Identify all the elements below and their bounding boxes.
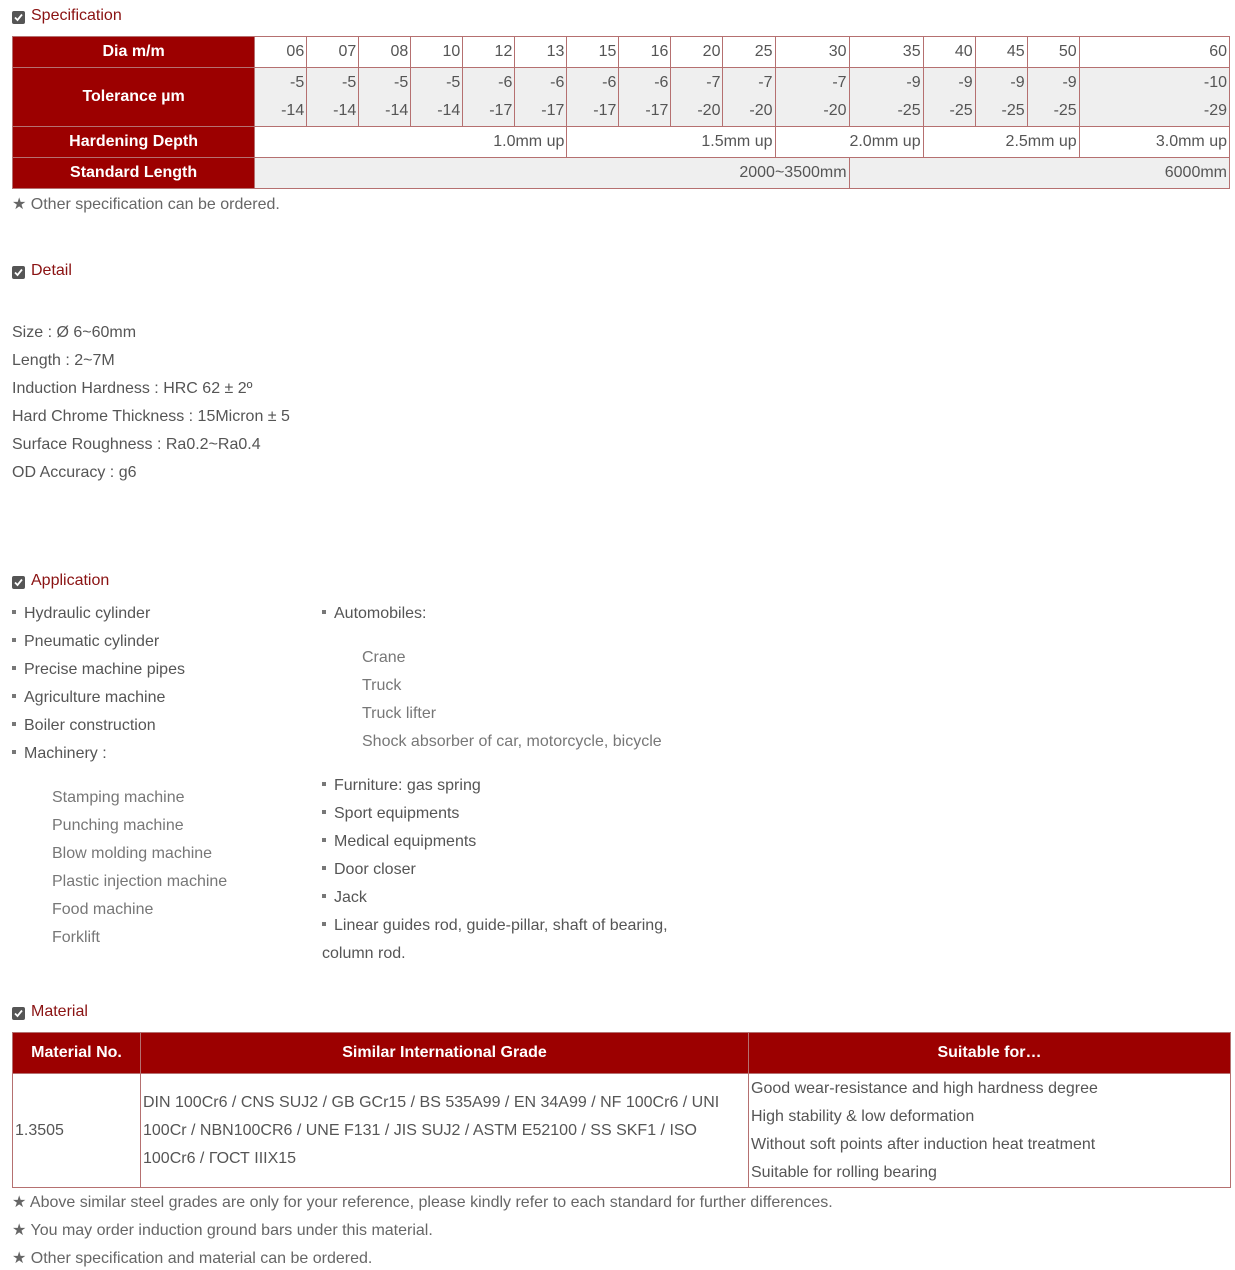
- tol-upper: -7: [832, 74, 847, 91]
- sub-list-item: Plastic injection machine: [52, 873, 228, 890]
- tol-upper: -6: [602, 74, 617, 91]
- list-item: Precise machine pipes: [12, 656, 312, 684]
- material-header-row: [13, 1033, 1231, 1074]
- list-item: Sport equipments: [322, 800, 722, 828]
- tol-lower: -20: [749, 102, 773, 119]
- checkbox-icon: [12, 576, 25, 589]
- tolerance-cell: [411, 68, 463, 127]
- application-right-list: [322, 600, 722, 968]
- dia-cell: 10: [411, 37, 463, 68]
- tol-lower: -25: [949, 102, 973, 119]
- bullet-icon: [12, 610, 16, 614]
- tolerance-cell: [463, 68, 515, 127]
- tolerance-cell: [307, 68, 359, 127]
- tol-lower: -14: [281, 102, 305, 119]
- tol-upper: -9: [1062, 74, 1077, 91]
- sub-list-item: Blow molding machine: [52, 845, 213, 862]
- checkbox-icon: [12, 1007, 25, 1020]
- list-item: Door closer: [322, 856, 722, 884]
- dia-cell: 08: [359, 37, 411, 68]
- tol-upper: -5: [342, 74, 357, 91]
- dia-cell: 30: [775, 37, 849, 68]
- header-material-no: Material No.: [13, 1033, 141, 1074]
- suitable-line: Without soft points after induction heat treatment: [751, 1135, 1096, 1153]
- dia-label: Dia m/m: [13, 37, 255, 68]
- bullet-icon: [12, 722, 16, 726]
- grade-line: 100Cr / NBN100CR6 / UNE F131 / JIS SUJ2 / ASTM E52100 / SS SKF1 / ISO: [143, 1121, 697, 1139]
- table-row: [13, 1074, 1231, 1188]
- suitable-cell: [749, 1074, 1231, 1188]
- tol-upper: -5: [394, 74, 409, 91]
- bullet-icon: [12, 666, 16, 670]
- tol-upper: -5: [289, 74, 305, 91]
- tol-upper: -5: [446, 74, 461, 91]
- dia-cell: 12: [463, 37, 515, 68]
- header-suitable: Suitable for…: [749, 1033, 1231, 1074]
- grade-cell: [141, 1074, 749, 1188]
- dia-cell: 35: [849, 37, 923, 68]
- hardening-cell: 2.5mm up: [923, 127, 1079, 158]
- detail-size: Size : Ø 6~60mm: [12, 324, 137, 341]
- list-item: Linear guides rod, guide-pillar, shaft of bearing,: [322, 912, 722, 940]
- hardening-cell: 1.0mm up: [255, 127, 567, 158]
- dia-cell: 40: [923, 37, 975, 68]
- dia-cell: 16: [619, 37, 671, 68]
- detail-length: Length : 2~7M: [12, 352, 115, 369]
- hardening-cell: 3.0mm up: [1079, 127, 1229, 158]
- bullet-icon: [322, 610, 326, 614]
- material-heading: [12, 1002, 88, 1022]
- tol-lower: -17: [489, 102, 513, 119]
- tolerance-cell: [723, 68, 775, 127]
- bullet-icon: [12, 694, 16, 698]
- list-item: Furniture: gas spring: [322, 772, 722, 800]
- tolerance-cell: [255, 68, 307, 127]
- list-item: Machinery :: [12, 740, 312, 768]
- checkbox-icon: [12, 11, 25, 24]
- material-table: [12, 1032, 1231, 1188]
- detail-roughness: Surface Roughness : Ra0.2~Ra0.4: [12, 436, 261, 453]
- tol-upper: -10: [1203, 74, 1227, 91]
- sub-list-item: Food machine: [52, 901, 154, 918]
- tol-lower: -14: [333, 102, 357, 119]
- detail-hardness: Induction Hardness : HRC 62 ± 2º: [12, 380, 253, 397]
- tol-lower: -17: [593, 102, 617, 119]
- hardening-cell: 2.0mm up: [775, 127, 923, 158]
- tolerance-cell: [849, 68, 923, 127]
- list-item: Agriculture machine: [12, 684, 312, 712]
- specification-table: [12, 36, 1230, 189]
- hardening-label: Hardening Depth: [13, 127, 255, 158]
- dia-cell: 06: [255, 37, 307, 68]
- material-note: ★ Above similar steel grades are only for your reference, please kindly refer to each standard for further differences.: [12, 1194, 833, 1211]
- length-cell: 6000mm: [849, 158, 1229, 189]
- suitable-line: Suitable for rolling bearing: [751, 1163, 937, 1181]
- bullet-icon: [322, 866, 326, 870]
- suitable-line: Good wear-resistance and high hardness degree: [751, 1079, 1098, 1097]
- detail-chrome: Hard Chrome Thickness : 15Micron ± 5: [12, 408, 290, 425]
- spec-note: ★ Other specification can be ordered.: [12, 196, 280, 213]
- dia-cell: 60: [1079, 37, 1229, 68]
- tolerance-cell: [775, 68, 849, 127]
- tol-upper: -9: [1010, 74, 1025, 91]
- tol-lower: -14: [385, 102, 409, 119]
- bullet-icon: [322, 810, 326, 814]
- sub-list-item: Truck: [362, 677, 402, 694]
- grade-line: DIN 100Cr6 / CNS SUJ2 / GB GCr15 / BS 535A99 / EN 34A99 / NF 100Cr6 / UNI: [143, 1093, 720, 1111]
- tol-upper: -6: [550, 74, 565, 91]
- tol-lower: -20: [823, 102, 847, 119]
- length-row: [13, 158, 1230, 189]
- sub-list-item: Crane: [362, 649, 406, 666]
- tolerance-cell: [975, 68, 1027, 127]
- tolerance-cell: [923, 68, 975, 127]
- dia-cell: 20: [671, 37, 723, 68]
- tol-lower: -20: [697, 102, 721, 119]
- list-item: Boiler construction: [12, 712, 312, 740]
- suitable-line: High stability & low deformation: [751, 1107, 975, 1125]
- sub-list-item: Stamping machine: [52, 789, 185, 806]
- list-item: Hydraulic cylinder: [12, 600, 312, 628]
- dia-cell: 13: [515, 37, 567, 68]
- length-label: Standard Length: [13, 158, 255, 189]
- tolerance-row: [13, 68, 1230, 127]
- bullet-icon: [322, 782, 326, 786]
- tol-upper: -7: [758, 74, 773, 91]
- sub-list-item: Forklift: [52, 929, 100, 946]
- application-heading: [12, 571, 109, 591]
- length-cell: 2000~3500mm: [255, 158, 849, 189]
- sub-list-item: Punching machine: [52, 817, 184, 834]
- sub-list-item: Shock absorber of car, motorcycle, bicycle: [362, 733, 662, 750]
- tol-lower: -25: [1001, 102, 1025, 119]
- tolerance-cell: [619, 68, 671, 127]
- dia-row: [13, 37, 1230, 68]
- dia-cell: 45: [975, 37, 1027, 68]
- hardening-cell: 1.5mm up: [567, 127, 775, 158]
- tolerance-label: Tolerance µm: [13, 68, 255, 127]
- list-item: Medical equipments: [322, 828, 722, 856]
- hardening-row: [13, 127, 1230, 158]
- bullet-icon: [12, 750, 16, 754]
- tol-lower: -25: [1053, 102, 1077, 119]
- bullet-icon: [322, 894, 326, 898]
- detail-od: OD Accuracy : g6: [12, 464, 137, 481]
- section-title-specification: Specification: [31, 7, 122, 24]
- tol-upper: -9: [906, 74, 921, 91]
- tolerance-cell: [567, 68, 619, 127]
- grade-line: 100Cr6 / ГОСТ IIIX15: [143, 1149, 297, 1167]
- bullet-icon: [322, 838, 326, 842]
- material-no-cell: 1.3505: [13, 1074, 141, 1188]
- detail-heading: [12, 261, 72, 281]
- sub-list-item: Truck lifter: [362, 705, 437, 722]
- list-item: Automobiles:: [322, 600, 722, 628]
- tol-lower: -25: [897, 102, 921, 119]
- dia-cell: 07: [307, 37, 359, 68]
- application-left-list: [12, 600, 312, 952]
- tol-upper: -6: [654, 74, 669, 91]
- dia-cell: 15: [567, 37, 619, 68]
- checkbox-icon: [12, 266, 25, 279]
- tolerance-cell: [515, 68, 567, 127]
- tol-lower: -29: [1203, 102, 1227, 119]
- tol-upper: -9: [958, 74, 973, 91]
- tolerance-cell: [1027, 68, 1079, 127]
- section-title-material: Material: [31, 1003, 88, 1020]
- material-note: ★ You may order induction ground bars under this material.: [12, 1222, 433, 1239]
- list-item: Jack: [322, 884, 722, 912]
- list-item: Pneumatic cylinder: [12, 628, 312, 656]
- bullet-icon: [12, 638, 16, 642]
- tol-upper: -7: [706, 74, 721, 91]
- tol-lower: -17: [645, 102, 669, 119]
- list-item-continuation: column rod.: [322, 945, 406, 962]
- tolerance-cell: [1079, 68, 1229, 127]
- section-title-detail: Detail: [31, 262, 72, 279]
- header-grade: Similar International Grade: [141, 1033, 749, 1074]
- tolerance-cell: [671, 68, 723, 127]
- dia-cell: 50: [1027, 37, 1079, 68]
- tolerance-cell: [359, 68, 411, 127]
- tol-lower: -17: [541, 102, 565, 119]
- specification-heading: [12, 6, 122, 26]
- section-title-application: Application: [31, 572, 110, 589]
- bullet-icon: [322, 922, 326, 926]
- dia-cell: 25: [723, 37, 775, 68]
- tol-upper: -6: [498, 74, 513, 91]
- tol-lower: -14: [437, 102, 461, 119]
- material-note: ★ Other specification and material can be ordered.: [12, 1250, 373, 1267]
